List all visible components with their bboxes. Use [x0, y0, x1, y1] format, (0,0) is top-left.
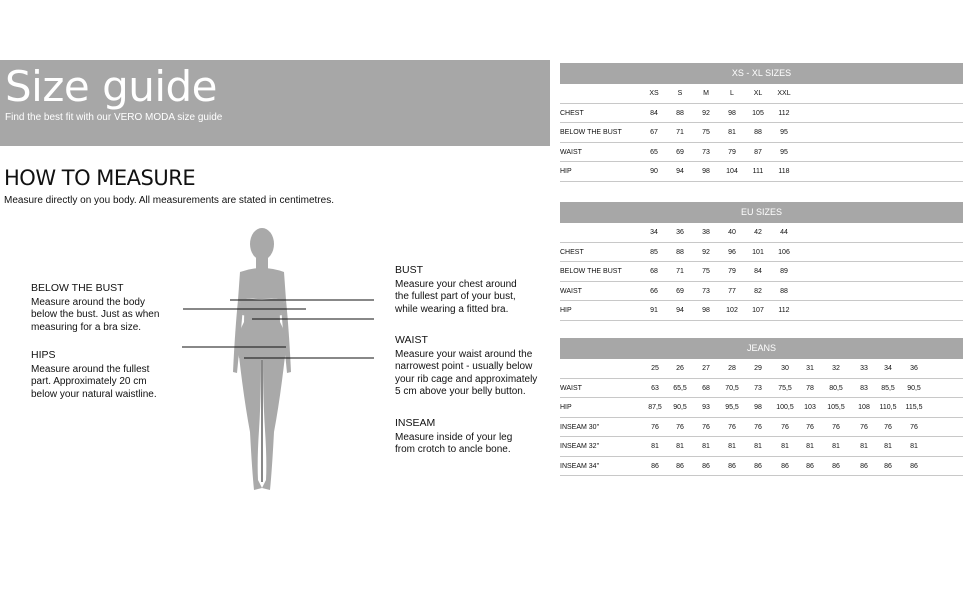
column-header: S [677, 90, 683, 97]
table-cell: 65 [650, 148, 658, 156]
hips-line: below your natural waistline. [31, 388, 157, 400]
table-cell: 81 [860, 443, 868, 450]
table-cell: 66 [650, 287, 658, 295]
table-cell: 88 [676, 248, 684, 256]
table-cell: 92 [702, 109, 710, 117]
column-header: L [730, 90, 734, 97]
table-cell: 81 [754, 443, 762, 450]
table-cell: 86 [728, 462, 736, 470]
table-cell: 112 [778, 109, 790, 117]
table-cell: 86 [860, 462, 868, 470]
table-cell: 68 [650, 268, 658, 275]
table-cell: 87 [754, 148, 762, 156]
row-label: WAIST [560, 287, 582, 295]
column-header: 27 [702, 365, 710, 372]
table-cell: 65,5 [673, 384, 687, 392]
table-cell: 69 [676, 148, 684, 156]
table-cell: 81 [781, 443, 789, 450]
row-label: HIP [560, 168, 572, 175]
table-cell: 90,5 [907, 384, 921, 392]
table-cell: 86 [832, 462, 840, 470]
table-row [560, 398, 963, 418]
table-cell: 102 [726, 307, 738, 314]
table-title: XS - XL SIZES [560, 63, 963, 84]
table-cell: 101 [752, 248, 764, 256]
inseam-line: from crotch to ancle bone. [395, 444, 511, 455]
table-row [560, 162, 963, 182]
table-cell: 73 [754, 384, 762, 392]
table-cell: 105 [752, 109, 764, 117]
table-row [560, 123, 963, 143]
table-cell: 73 [702, 287, 710, 295]
table-cell: 81 [702, 443, 710, 450]
column-header: 42 [754, 229, 762, 236]
table-cell: 78 [806, 384, 814, 392]
table-cell: 112 [778, 307, 790, 314]
table-cell: 76 [676, 423, 684, 431]
table-cell: 76 [651, 423, 659, 431]
hips-line: part. Approximately 20 cm [31, 376, 147, 387]
table-cell: 81 [832, 443, 840, 450]
table-cell: 79 [728, 268, 736, 275]
table-cell: 76 [702, 423, 710, 431]
table-header-row [560, 84, 963, 104]
table-row [560, 437, 963, 457]
below-bust-line: Measure around the body [31, 296, 145, 308]
table-cell: 69 [676, 287, 684, 295]
table-cell: 79 [728, 148, 736, 156]
table-cell: 86 [651, 462, 659, 470]
column-header: 40 [728, 229, 736, 236]
table-cell: 70,5 [725, 384, 739, 392]
table-cell: 76 [910, 423, 918, 431]
below-bust-line: below the bust. Just as when [31, 309, 160, 320]
column-header: M [703, 90, 709, 97]
waist-line: 5 cm above your belly button. [395, 386, 526, 397]
table-cell: 108 [858, 404, 870, 411]
table-cell: 86 [884, 462, 892, 470]
table-cell: 86 [754, 462, 762, 470]
table-cell: 88 [780, 287, 788, 295]
row-label: CHEST [560, 109, 584, 117]
hips-line: Measure around the fullest [31, 363, 150, 375]
table-row [560, 262, 963, 282]
table-row [560, 301, 963, 321]
column-header: 36 [676, 229, 684, 236]
table-cell: 86 [702, 462, 710, 470]
table-cell: 76 [806, 423, 814, 431]
how-to-measure-text: Measure directly on you body. All measurements are stated in centimetres. [4, 195, 334, 206]
table-cell: 86 [910, 462, 918, 470]
table-title: JEANS [560, 338, 963, 359]
table-cell: 91 [650, 307, 658, 314]
table-row [560, 104, 963, 124]
column-header: 25 [651, 365, 659, 372]
table-cell: 76 [728, 423, 736, 431]
row-label: HIP [560, 307, 572, 314]
table-cell: 85,5 [881, 384, 895, 392]
table-cell: 75,5 [778, 384, 792, 392]
table-cell: 110,5 [879, 404, 897, 411]
table-cell: 103 [804, 404, 816, 411]
table-cell: 93 [702, 404, 710, 411]
table-cell: 67 [650, 129, 658, 136]
table-cell: 86 [676, 462, 684, 470]
size-table-xs-xl [560, 63, 963, 182]
table-cell: 83 [860, 384, 868, 392]
column-header: 34 [650, 229, 658, 236]
page-title: Size guide [5, 62, 218, 111]
table-cell: 84 [650, 109, 658, 117]
column-header: 31 [806, 365, 814, 372]
table-cell: 76 [884, 423, 892, 431]
table-cell: 96 [728, 248, 736, 256]
bust-line: Measure your chest around [395, 278, 517, 290]
waist-line: Measure your waist around the [395, 348, 533, 360]
table-cell: 63 [651, 384, 659, 392]
below-bust-title: BELOW THE BUST [31, 282, 124, 294]
inseam-instructions [395, 417, 512, 457]
hips-instructions [31, 349, 157, 401]
how-to-measure-title: HOW TO MEASURE [4, 166, 196, 190]
table-cell: 81 [806, 443, 814, 450]
row-label: WAIST [560, 148, 582, 156]
table-cell: 115,5 [905, 404, 923, 411]
table-cell: 86 [781, 462, 789, 470]
table-cell: 90,5 [673, 404, 687, 411]
column-header: 33 [860, 365, 868, 372]
table-cell: 81 [728, 129, 736, 136]
waist-title: WAIST [395, 334, 428, 346]
table-cell: 100,5 [776, 404, 794, 411]
below-bust-instructions [31, 282, 159, 334]
row-label: INSEAM 32" [560, 443, 600, 450]
table-cell: 80,5 [829, 384, 843, 392]
table-row [560, 143, 963, 163]
table-cell: 105,5 [827, 404, 845, 411]
below-bust-line: measuring for a bra size. [31, 321, 142, 333]
table-cell: 98 [728, 109, 736, 117]
table-cell: 98 [754, 404, 762, 411]
inseam-line: Measure inside of your leg [395, 431, 513, 443]
column-header: XL [753, 90, 763, 97]
table-title: EU SIZES [560, 202, 963, 223]
column-header: 28 [728, 365, 736, 372]
column-header: 29 [754, 365, 762, 372]
column-header: 38 [702, 229, 710, 236]
table-cell: 81 [651, 443, 659, 450]
table-cell: 89 [780, 268, 788, 275]
table-cell: 95,5 [725, 404, 739, 411]
table-cell: 92 [702, 248, 710, 256]
table-cell: 94 [676, 168, 684, 175]
table-cell: 94 [676, 307, 684, 314]
bust-line: while wearing a fitted bra. [395, 303, 509, 315]
row-label: BELOW THE BUST [560, 268, 622, 275]
table-cell: 73 [702, 148, 710, 156]
table-cell: 107 [752, 307, 764, 314]
table-cell: 76 [754, 423, 762, 431]
column-header: 36 [910, 365, 918, 372]
column-header: 26 [676, 365, 684, 372]
page-subtitle: Find the best fit with our VERO MODA size guide [5, 112, 223, 123]
table-cell: 77 [728, 287, 736, 295]
row-label: BELOW THE BUST [560, 129, 622, 136]
table-row [560, 282, 963, 302]
table-cell: 71 [676, 268, 684, 275]
table-row [560, 243, 963, 263]
table-row [560, 379, 963, 399]
bust-title: BUST [395, 264, 424, 276]
table-cell: 81 [728, 443, 736, 450]
table-cell: 104 [726, 168, 738, 175]
table-header-row [560, 223, 963, 243]
table-cell: 81 [910, 443, 918, 450]
table-cell: 106 [778, 248, 790, 256]
table-cell: 111 [752, 168, 764, 175]
table-cell: 68 [702, 384, 710, 392]
table-cell: 81 [676, 443, 684, 450]
table-cell: 86 [806, 462, 814, 470]
table-cell: 81 [884, 443, 892, 450]
table-cell: 88 [754, 129, 762, 136]
column-header: XS [649, 90, 659, 97]
bust-instructions [395, 264, 517, 316]
table-cell: 98 [702, 168, 710, 175]
table-cell: 85 [650, 248, 658, 256]
table-row [560, 457, 963, 477]
table-cell: 75 [702, 129, 710, 136]
table-cell: 82 [754, 287, 762, 295]
inseam-title: INSEAM [395, 417, 436, 429]
row-label: CHEST [560, 248, 584, 256]
waist-instructions [395, 334, 537, 399]
row-label: WAIST [560, 384, 582, 392]
table-cell: 118 [778, 168, 790, 175]
column-header: 44 [780, 229, 788, 236]
table-cell: 76 [781, 423, 789, 431]
table-cell: 88 [676, 109, 684, 117]
table-cell: 76 [860, 423, 868, 431]
row-label: HIP [560, 404, 572, 411]
waist-line: your rib cage and approximately [395, 373, 538, 385]
bust-line: the fullest part of your bust, [395, 291, 516, 302]
table-cell: 98 [702, 307, 710, 314]
hips-title: HIPS [31, 349, 56, 361]
table-cell: 95 [780, 129, 788, 136]
column-header: 32 [832, 365, 840, 372]
table-row [560, 418, 963, 438]
table-cell: 76 [832, 423, 840, 431]
table-cell: 84 [754, 268, 762, 275]
table-header-row [560, 359, 963, 379]
row-label: INSEAM 34" [560, 462, 600, 470]
table-cell: 87,5 [648, 404, 662, 411]
table-cell: 95 [780, 148, 788, 156]
size-table-jeans [560, 338, 963, 476]
column-header: XXL [777, 90, 791, 97]
column-header: 30 [781, 365, 789, 372]
table-cell: 71 [676, 129, 684, 136]
column-header: 34 [884, 365, 892, 372]
waist-line: narrowest point - usually below [395, 361, 533, 372]
row-label: INSEAM 30" [560, 423, 600, 431]
size-table-eu [560, 202, 963, 321]
table-cell: 90 [650, 168, 658, 175]
table-cell: 75 [702, 268, 710, 275]
